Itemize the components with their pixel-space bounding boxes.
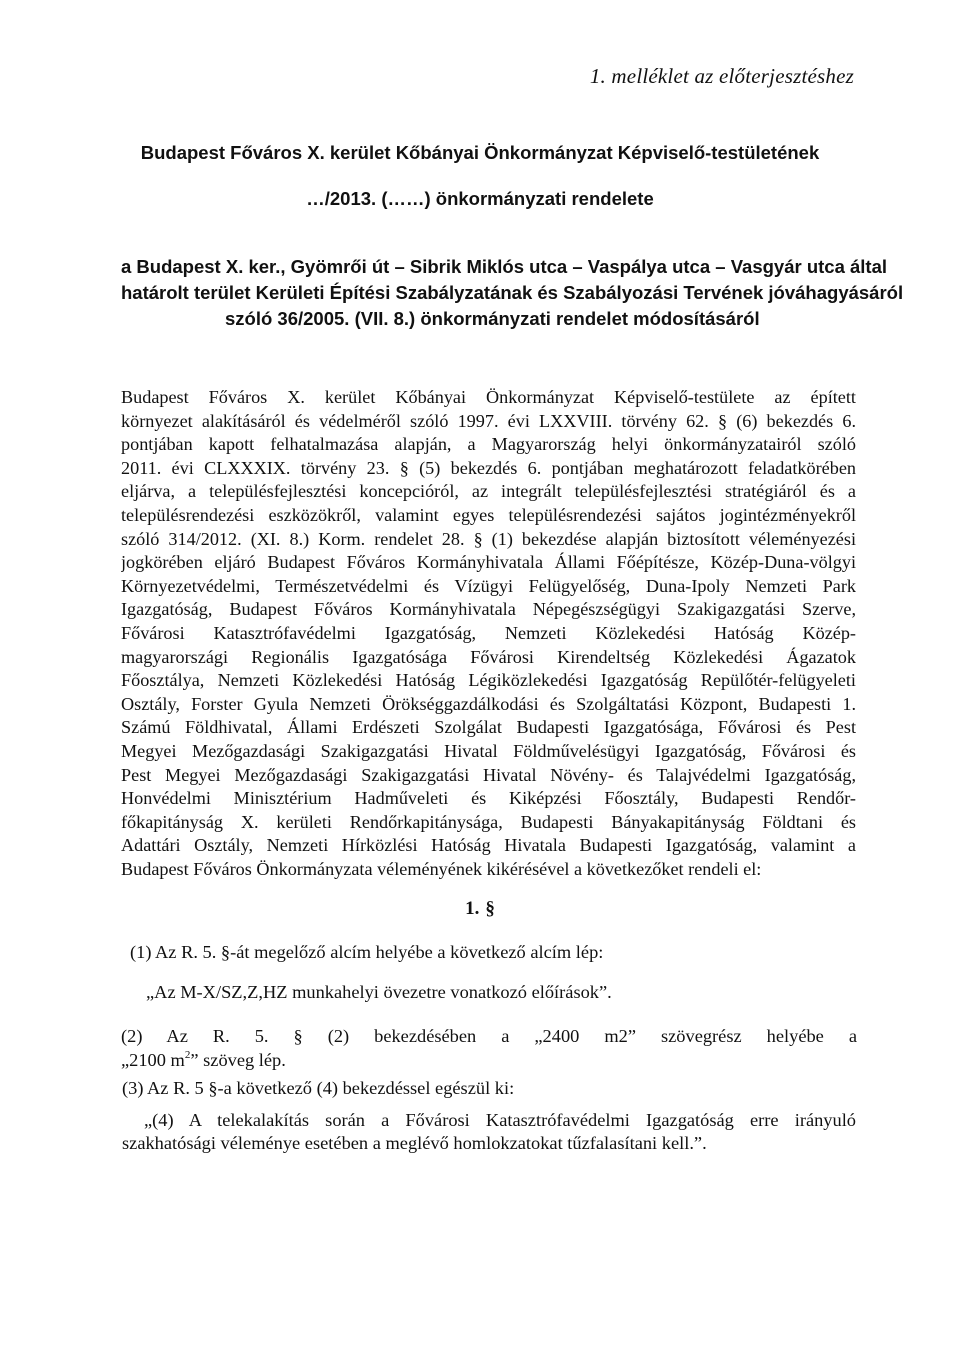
paragraph-2-text: „2100 m [121, 1050, 185, 1070]
preamble-line: jogkörében eljáró Budapest Főváros Kormányhivatala Állami Főépítésze, Közép-Duna-völgyi [121, 552, 856, 573]
section-number: 1. [465, 898, 480, 919]
paragraph-1: (1) Az R. 5. §-át megelőző alcím helyébe a következő alcím lép: [130, 942, 604, 962]
subject-line: határolt terület Kerületi Építési Szabályzatának és Szabályozási Tervének jóváhagyásáról [121, 282, 904, 303]
document-title: Budapest Főváros X. kerület Kőbányai Önkormányzat Képviselő-testületének [140, 142, 820, 163]
preamble-line: Megyei Mezőgazdasági Szakigazgatási Hivatal Földművelésügyi Igazgatóság, Fővárosi és [121, 740, 856, 761]
decree-subject [121, 254, 904, 332]
preamble-line: 2011. évi CLXXXIX. törvény 23. § (5) bekezdés 6. pontjában meghatározott feladatkörében [121, 457, 856, 478]
preamble-line: Számú Földhivatal, Állami Erdészeti Szolgálat Budapesti Igazgatósága, Fővárosi és Pest [121, 717, 856, 738]
preamble-line: Osztály, Forster Gyula Nemzeti Örökséggazdálkodási és Szolgáltatási Központ, Budapesti 1. [121, 693, 856, 714]
decree-number: …/2013. (……) önkormányzati rendelete [306, 188, 654, 209]
preamble-line: főkapitányság X. kerületi Rendőrkapitánysága, Budapesti Bányakapitányság Földtani és [121, 811, 856, 832]
section-symbol: § [485, 898, 495, 919]
paragraph-3-quote: „(4) A telekalakítás során a Fővárosi Katasztrófavédelmi Igazgatóság erre irányuló [144, 1110, 856, 1130]
preamble [121, 386, 856, 881]
annex-label: 1. melléklet az előterjesztéshez [589, 64, 854, 88]
paragraph-3: (3) Az R. 5 §-a következő (4) bekezdéssel egészül ki: [122, 1078, 515, 1098]
preamble-line: Főosztálya, Nemzeti Közlekedési Hatóság Légiközlekedési Igazgatóság Repülőtér-felügyeleti [121, 670, 856, 691]
preamble-line: szóló 314/2012. (XI. 8.) Korm. rendelet 28. § (1) bekezdése alapján biztosított véleményezési [121, 528, 856, 549]
paragraph-1-quote: „Az M-X/SZ,Z,HZ munkahelyi övezetre vonatkozó előírások”. [146, 982, 612, 1002]
preamble-line: Honvédelmi Minisztérium Hadműveleti és Kiképzési Főosztály, Budapesti Rendőr- [121, 788, 856, 809]
preamble-line: eljárva, a településfejlesztési koncepcióról, az integrált településfejlesztési stratégiáról és a [121, 481, 856, 502]
superscript: 2 [184, 1049, 191, 1061]
preamble-line: Budapest Főváros X. kerület Kőbányai Önkormányzat Képviselő-testülete az épített [121, 387, 856, 407]
preamble-line: magyarországi Regionális Igazgatósága Fővárosi Kirendeltség Közlekedési Ágazatok [121, 646, 856, 667]
subject-line: a Budapest X. ker., Gyömrői út – Sibrik Miklós utca – Vaspálya utca – Vasgyár utca által [121, 256, 888, 277]
preamble-line: Pest Megyei Mezőgazdasági Szakigazgatási Hivatal Növény- és Talajvédelmi Igazgatóság, [121, 764, 856, 785]
preamble-line: Adattári Osztály, Nemzeti Hírközlési Hatóság Hivatala Budapesti Igazgatóság, valamint a [121, 835, 856, 856]
preamble-line: Igazgatóság, Budapest Főváros Kormányhivatala Népegészségügyi Szakigazgatási Szerve, [121, 599, 856, 620]
preamble-line: Budapest Főváros Önkormányzata véleményének kikérésével a következőket rendeli el: [121, 858, 762, 879]
paragraph-3-quote-continuation: szakhatósági véleménye esetében a meglévő homlokzatokat tűzfalasítani kell.”. [122, 1133, 707, 1153]
preamble-line: Fővárosi Katasztrófavédelmi Igazgatóság, Nemzeti Közlekedési Hatóság Közép- [121, 622, 856, 643]
paragraph-2-text: ” szöveg lép. [190, 1050, 286, 1070]
preamble-line: környezet alakításáról és védelméről szóló 1997. évi LXXVIII. törvény 62. § (6) bekezdés 6. [121, 410, 856, 431]
section-heading [0, 898, 960, 920]
preamble-line: pontjában kapott felhatalmazása alapján, a Magyarország helyi önkormányzatairól szóló [121, 434, 856, 455]
preamble-line: Környezetvédelmi, Természetvédelmi és Vízügyi Felügyelőség, Duna-Ipoly Nemzeti Park [121, 575, 856, 596]
paragraph-2-continuation [121, 1048, 286, 1072]
paragraph-2: (2) Az R. 5. § (2) bekezdésében a „2400 m2” szövegrész helyébe a [121, 1026, 857, 1046]
subject-line: szóló 36/2005. (VII. 8.) önkormányzati rendelet módosításáról [225, 308, 760, 329]
preamble-line: településrendezési eszközökről, valamint egyes településrendezési sajátos jogintézményekről [121, 504, 856, 525]
